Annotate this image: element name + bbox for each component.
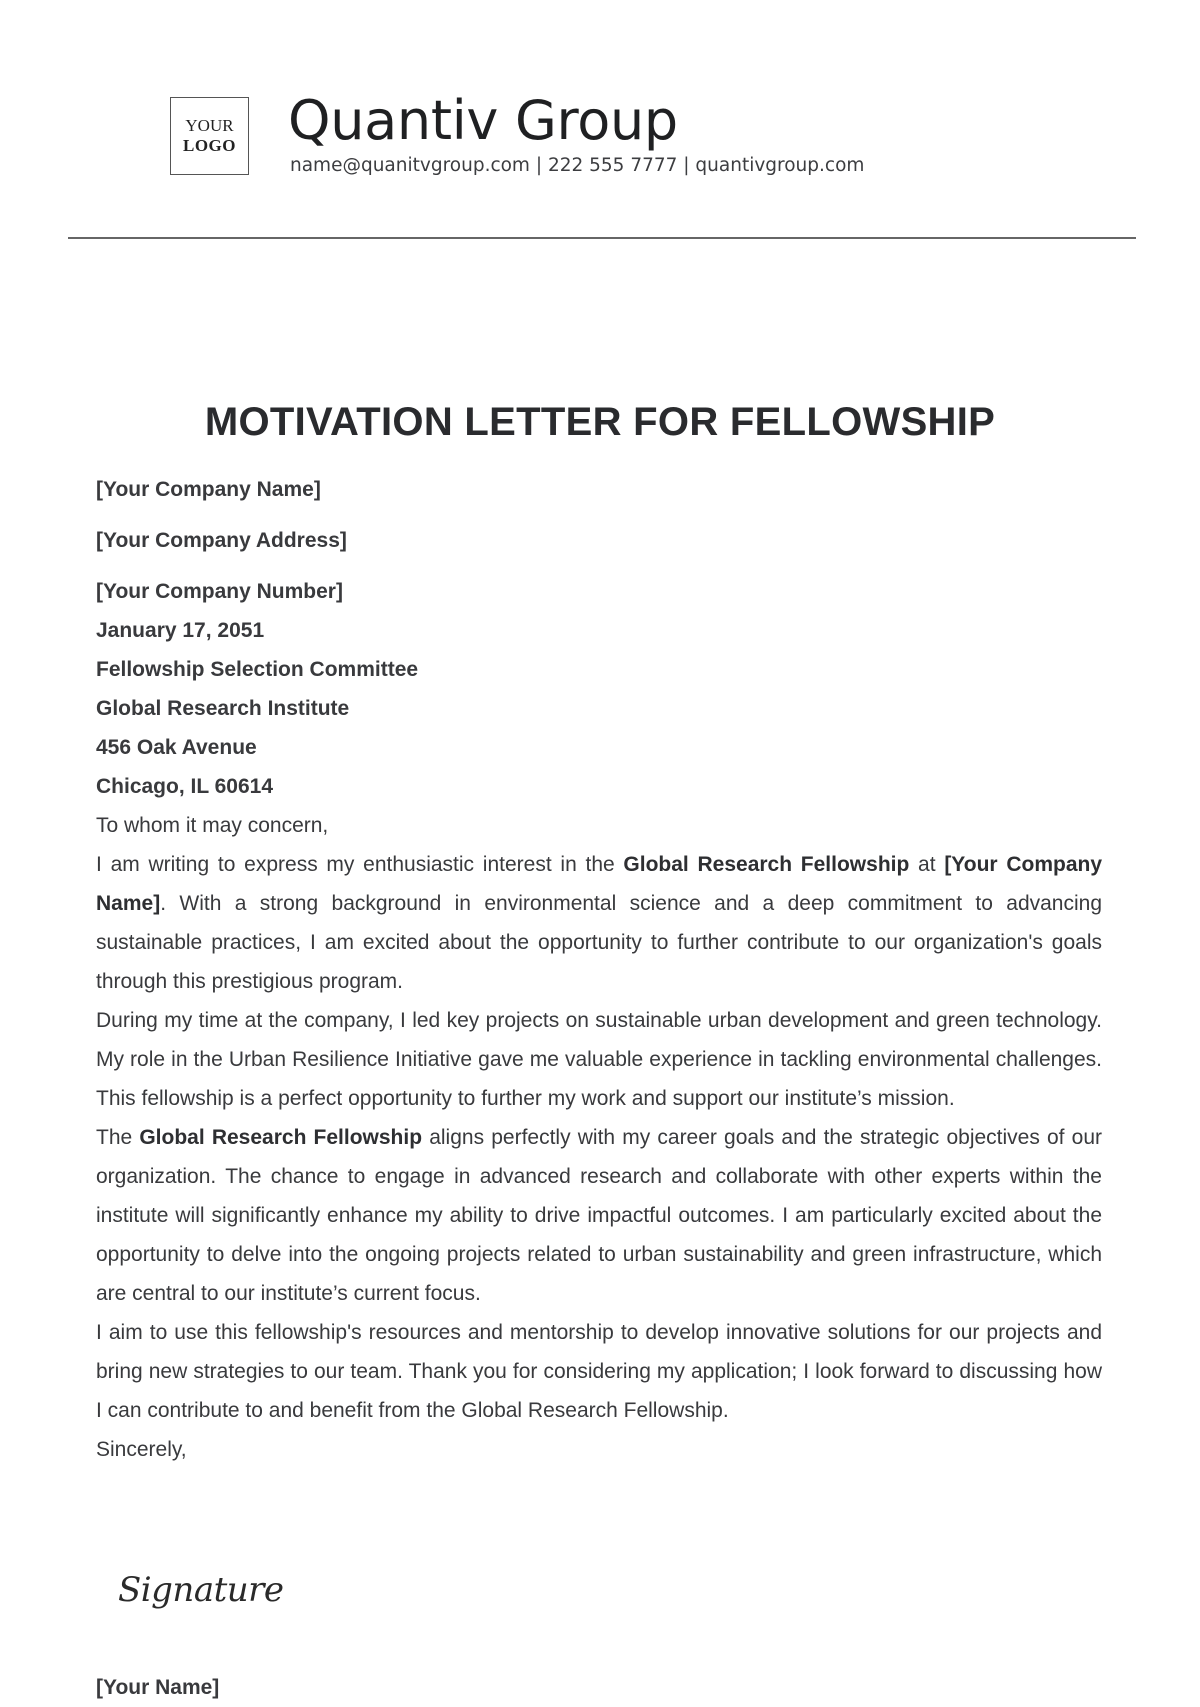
signature: Signature xyxy=(118,1570,284,1610)
sender-company-name: [Your Company Name] xyxy=(96,478,321,501)
closing: Sincerely, xyxy=(96,1438,187,1461)
p1-fellowship-name: Global Research Fellowship xyxy=(623,853,910,876)
company-name: Quantiv Group xyxy=(288,89,678,152)
recipient-city: Chicago, IL 60614 xyxy=(96,775,274,798)
paragraph-1 xyxy=(96,845,1102,1001)
p3-fellowship-name: Global Research Fellowship xyxy=(139,1126,423,1149)
p3-text-c: aligns perfectly with my career goals and the strategic objectives of our organization. The chance to engage in advanced research and collaborate with other experts within the institute will significantly enhance my ability to drive impactful outcomes. I am particularly excited about the opportunity to delve into the ongoing projects related to urban sustainability and green infrastructure, which are central to our institute’s current focus. xyxy=(96,1126,1103,1305)
recipient-institute: Global Research Institute xyxy=(96,697,350,720)
logo-text-bottom: LOGO xyxy=(182,136,236,155)
p3-text-a: The xyxy=(96,1126,140,1149)
p1-text-a: I am writing to express my enthusiastic interest in the xyxy=(96,853,624,876)
letter-body xyxy=(96,470,1102,1469)
greeting: To whom it may concern, xyxy=(96,814,329,837)
document-title: MOTIVATION LETTER FOR FELLOWSHIP xyxy=(204,400,996,444)
paragraph-3 xyxy=(96,1118,1102,1313)
letter-date: January 17, 2051 xyxy=(96,619,265,642)
header-divider xyxy=(68,237,1136,239)
paragraph-2: During my time at the company, I led key projects on sustainable urban development and green technology. My role in the Urban Resilience Initiative gave me valuable experience in tackling environmental challenges. This fellowship is a perfect opportunity to further my work and support our institute’s mission. xyxy=(96,1009,1102,1110)
sender-name: [Your Name] xyxy=(96,1676,220,1699)
logo-placeholder xyxy=(170,97,249,175)
p1-text-c: at xyxy=(909,853,945,876)
p1-company-name: [Your Company Name] xyxy=(96,853,1102,915)
logo-text-top: YOUR xyxy=(185,116,234,135)
contact-info: name@quanitvgroup.com | 222 555 7777 | quantivgroup.com xyxy=(290,155,865,176)
recipient-street: 456 Oak Avenue xyxy=(96,736,257,759)
sender-company-number: [Your Company Number] xyxy=(96,580,343,603)
paragraph-4: I aim to use this fellowship's resources and mentorship to develop innovative solutions for our projects and bring new strategies to our team. Thank you for considering my application; I look forward to discussing how I can contribute to and benefit from the Global Research Fellowship. xyxy=(96,1321,1102,1422)
sender-company-address: [Your Company Address] xyxy=(96,529,347,552)
p1-text-e: . With a strong background in environmental science and a deep commitment to advancing sustainable practices, I am excited about the opportunity to further contribute to our organization's goals through this prestigious program. xyxy=(96,892,1102,993)
recipient-committee: Fellowship Selection Committee xyxy=(96,658,419,681)
